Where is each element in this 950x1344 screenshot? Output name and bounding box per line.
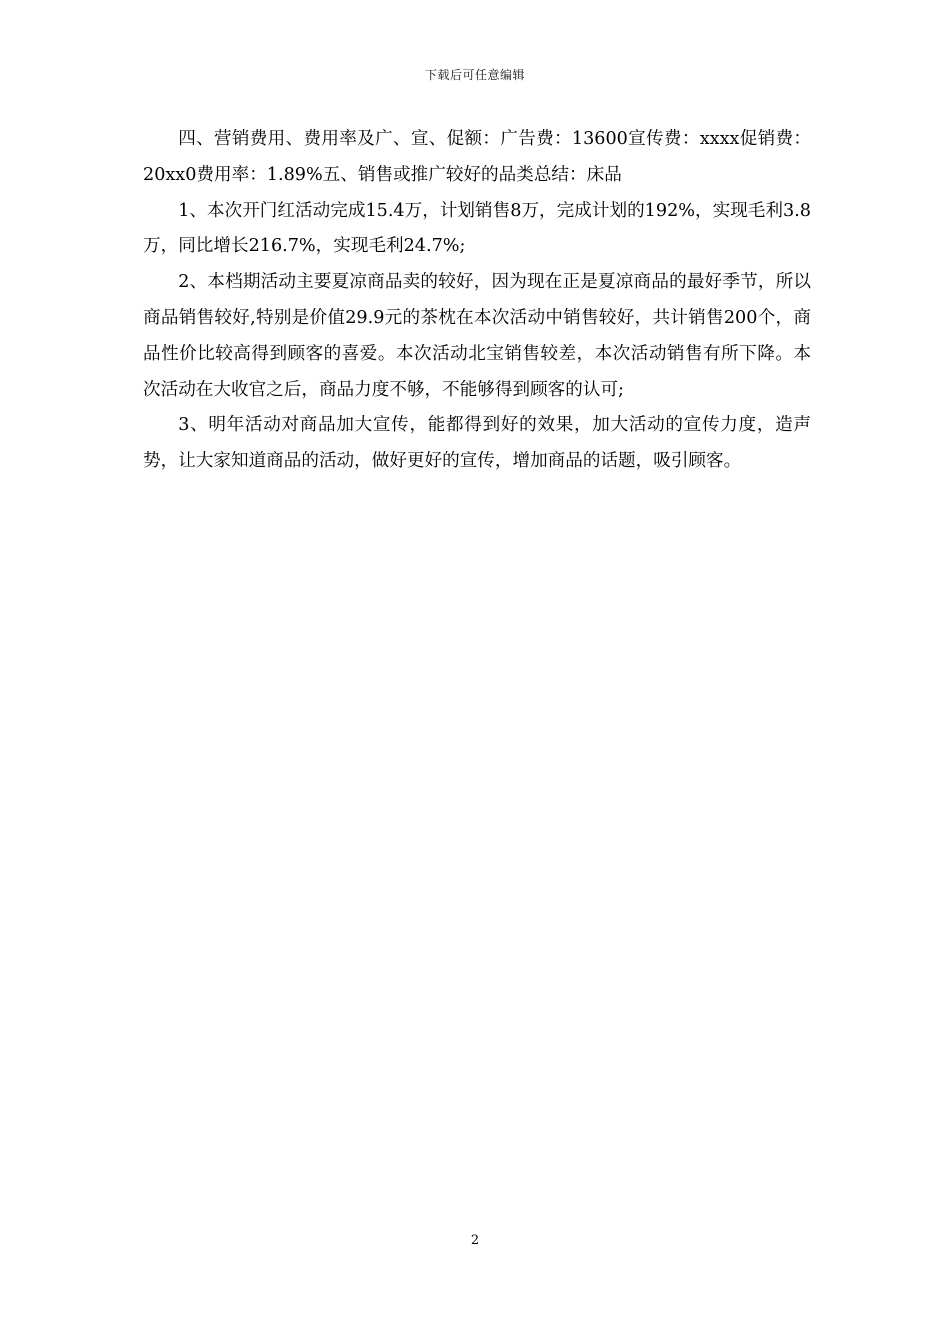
paragraph-point-1: 1、本次开门红活动完成15.4万，计划销售8万，完成计划的192%，实现毛利3.8万，同比增长216.7%，实现毛利24.7%; [143, 200, 811, 257]
paragraph-point-3: 3、明年活动对商品加大宣传，能都得到好的效果，加大活动的宣传力度，造声势，让大家知道商品的活动，做好更好的宣传，增加商品的话题，吸引顾客。 [143, 415, 811, 472]
paragraph-marketing-costs: 四、营销费用、费用率及广、宣、促额：广告费：13600宣传费：xxxx促销费：20xx0费用率：1.89%五、销售或推广较好的品类总结：床品 [143, 129, 811, 185]
paragraph-point-2: 2、本档期活动主要夏凉商品卖的较好，因为现在正是夏凉商品的最好季节，所以商品销售较好,特别是价值29.9元的茶枕在本次活动中销售较好，共计销售200个，商品性价比较高得到顾客的喜爱。本次活动北宝销售较差，本次活动销售有所下降。本次活动在大收官之后，商品力度不够，不能够得到顾客的认可; [143, 272, 811, 400]
page-number: 2 [470, 1233, 480, 1248]
document-body [143, 122, 811, 480]
header-note: 下载后可任意编辑 [424, 68, 525, 82]
